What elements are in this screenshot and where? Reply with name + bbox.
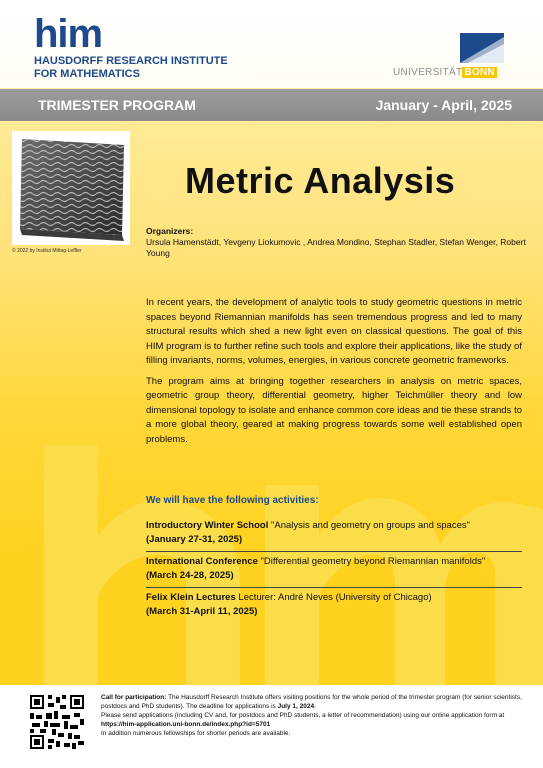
footer (0, 685, 543, 768)
activities-heading: We will have the following activities: (146, 495, 319, 506)
him-logo: him (34, 12, 103, 56)
activities (146, 495, 522, 623)
activity-winter-school: Introductory Winter School "Analysis and geometry on groups and spaces" (January 27-31, 2025) (146, 520, 470, 545)
organizers-heading: Organizers: (146, 226, 194, 236)
description-paragraph-1: In recent years, the development of analytic tools to study geometric questions in metric spaces beyond Riemannian manifolds has seen tremendous progress and led to many structural results which shed a new light even on classical questions. The goal of this HIM program is to further refine such tools and explore their applications, like the study of filling invariants, norms, volumes, energies, in various concrete geometric frameworks. (146, 297, 522, 366)
organizers (146, 226, 531, 259)
activity-felix-klein-lectures: Felix Klein Lectures Lecturer: André Neves (University of Chicago) (March 31-April 11, 2025) (146, 587, 522, 623)
call-for-participation: Call for participation: The Hausdorff Research Institute offers visiting positions for the whole period of the trimester program (for senior scientists, postdocs and PhD students). The deadline for applications is July 1, 2024. Please send applications (including CV and, for postdocs and PhD students, a letter of recommendation) using our online application form at https://him-application.uni-bonn.de/index.php?id=5701 In addition numerous fellowships for shorter periods are available. (101, 694, 522, 737)
institute-name: HAUSDORFF RESEARCH INSTITUTE FOR MATHEMATICS (34, 55, 228, 80)
program-title: Metric Analysis (185, 160, 456, 201)
qr-code-icon[interactable] (28, 693, 86, 751)
program-description (146, 296, 522, 453)
organizers-names: Ursula Hamenstädt, Yevgeny Liokumovic , Andrea Mondino, Stephan Stadler, Stefan Wenger, Robert Young (146, 237, 526, 258)
program-type: TRIMESTER PROGRAM (38, 97, 196, 113)
uni-bonn-logo (393, 33, 505, 78)
activity-conference: International Conference "Differential geometry beyond Riemannian manifolds" (March 24-28, 2025) (146, 551, 522, 587)
program-dates: January - April, 2025 (375, 97, 512, 113)
header (0, 0, 543, 88)
description-paragraph-2: The program aims at bringing together researchers in analysis on metric spaces, geometric group theory, differential geometry, higher Teichmüller theory and low dimensional topology to isolate and enhance common core ideas and tie these strands to a more global theory, geared at making progress towards some well established open problems. (146, 375, 522, 445)
photo-credit: © 2022 by Institut Mittag-Leffler (12, 248, 82, 254)
application-link[interactable]: https://him-application.uni-bonn.de/index.php?id=5701 (101, 721, 271, 728)
program-band (0, 89, 543, 121)
uni-bonn-wordmark: UNIVERSITÄT BONN (393, 67, 496, 78)
metric-surface-image (12, 131, 130, 245)
uni-bonn-emblem-icon (460, 33, 504, 63)
